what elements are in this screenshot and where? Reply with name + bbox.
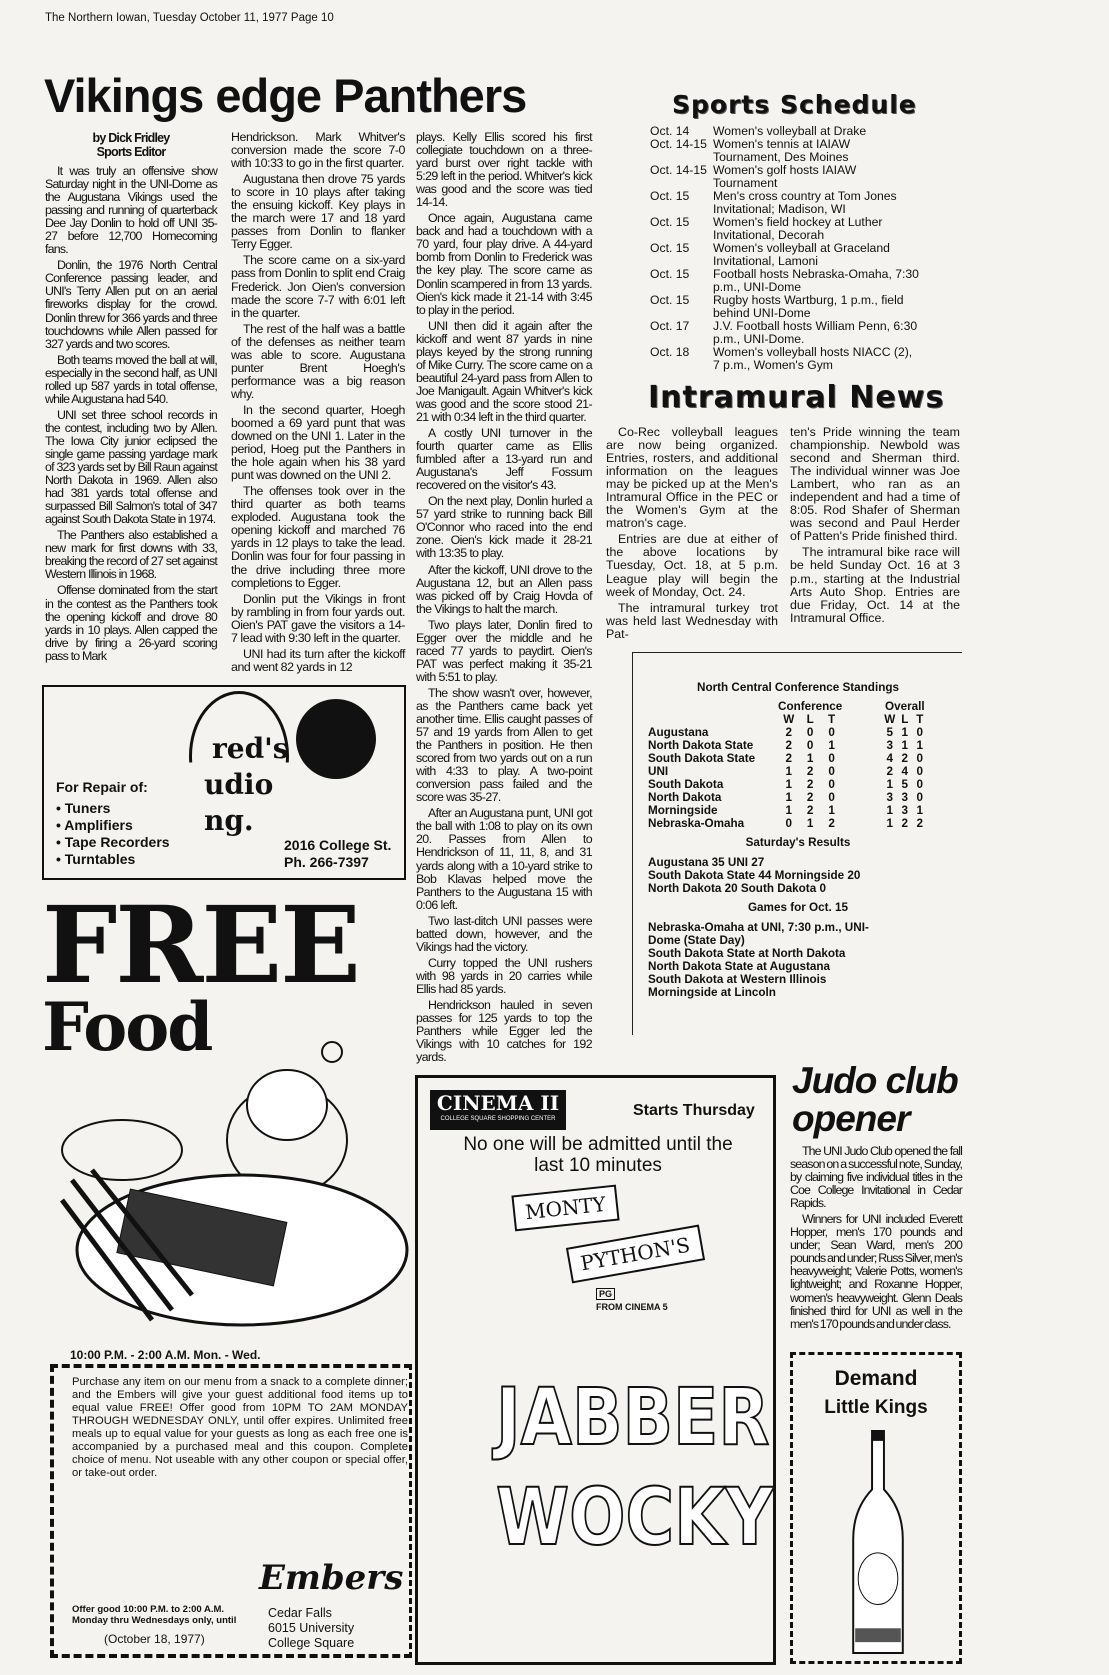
- spacer: [842, 752, 882, 765]
- conference-record: 2: [806, 804, 814, 817]
- schedule-date: Oct. 17: [650, 319, 690, 333]
- article-paragraph: Two last-ditch UNI passes were batted down, however, and the Vikings had the victory.: [416, 913, 592, 954]
- article-paragraph: After an Augustana punt, UNI got the ball with 1:08 to play on its own 20. Passes from Allen to Hendrickson of 11, 11, 8, and 31 yards along with a 10-yard strike to Bob Klavas helped move the Panthers to the Augustana 15 with 0:06 left.: [416, 806, 592, 912]
- conference-record: 2: [828, 817, 835, 830]
- judo-paragraph: The UNI Judo Club opened the fall season on a successful note, Sunday, by claiming five individual titles in the Coe College Invitational in Cedar Rapids.: [790, 1144, 962, 1211]
- byline: [45, 131, 217, 159]
- repair-item-label: Turntables: [64, 851, 136, 867]
- conference-record: 2: [785, 726, 792, 739]
- intramural-paragraph: ten's Pride winning the team championship. Newbold was second and Sherman third. The individual winner was Joe Lambert, who ran as an independent and had a time of 8:05. Rod Shafer of Sherman was second and Paul Herder of Patten's Pride finished third.: [790, 425, 960, 544]
- results-title: Saturday's Results: [745, 836, 851, 849]
- spacer: [842, 778, 882, 791]
- conference-record: 2: [785, 739, 792, 752]
- intramural-column-2: [790, 426, 960, 628]
- game-item: South Dakota State at North Dakota: [648, 947, 846, 960]
- coupon-fine-print: Offer good 10:00 P.M. to 2:00 A.M. Monday thru Wednesdays only, until: [72, 1604, 237, 1626]
- article-paragraph: Hendrickson. Mark Whitver's conversion made the score 7-0 with 10:33 to go in the first quarter.: [231, 130, 405, 171]
- embers-city: Cedar Falls: [268, 1606, 332, 1620]
- overall-record: 0: [916, 726, 924, 739]
- conference-header: Conference: [778, 700, 843, 713]
- schedule-event: Rugby hosts Wartburg, 1 p.m., field behind UNI-Dome: [713, 293, 904, 320]
- team-name: South Dakota State: [648, 752, 756, 765]
- schedule-event: Women's volleyball at Graceland Invitational, Lamoni: [713, 241, 890, 268]
- embers-address: 6015 University: [268, 1621, 355, 1635]
- overall-record: 0: [916, 791, 924, 804]
- cinema-subtitle: COLLEGE SQUARE SHOPPING CENTER: [440, 1116, 556, 1122]
- team-name: South Dakota: [648, 778, 724, 791]
- sports-schedule-list: [650, 125, 920, 372]
- game-item: North Dakota State at Augustana: [648, 960, 831, 973]
- overall-record: 5: [901, 778, 909, 791]
- repair-items: [56, 800, 170, 868]
- conference-record: 1: [828, 804, 835, 817]
- cinema-name: CINEMA II: [436, 1091, 560, 1115]
- schedule-event: Women's golf hosts IAIAW Tournament: [713, 163, 857, 190]
- coupon-expiry: (October 18, 1977): [104, 1632, 205, 1646]
- article-paragraph: In the second quarter, Hoegh boomed a 69 yard punt that was downed on the UNI 1. Later in the period, Hoeg put the Panthers in the hole again when his 38 yard punt was downed on the UNI 2.: [231, 402, 405, 483]
- cinema-ii-ad: [415, 1075, 776, 1665]
- team-name: Augustana: [648, 726, 709, 739]
- schedule-item: [650, 138, 920, 164]
- conference-record: 0: [828, 765, 835, 778]
- article-paragraph: Once again, Augustana came back and had a touchdown with a 70 yard, four play drive. A 44-yard bomb from Donlin to Frederick was the key play. The score came as Donlin scampered in from 13 yards. Oien's kick made it 21-14 with 3:45 to play in the period.: [416, 211, 592, 317]
- freds-address: 2016 College St.: [284, 837, 392, 853]
- spacer: [842, 804, 882, 817]
- overall-record: 3: [901, 791, 909, 804]
- schedule-event: J.V. Football hosts William Penn, 6:30 p.m., UNI-Dome.: [713, 319, 918, 346]
- jabberwocky-title: [496, 1368, 774, 1568]
- article-paragraph: The rest of the half was a battle of the defenses as neither team was able to score. Augustana punter Brent Hoegh's performance was a big reason why.: [231, 321, 405, 401]
- conference-record: 1: [806, 817, 814, 830]
- embers-ad: [42, 882, 412, 1665]
- schedule-event: Women's tennis at IAIAW Tournament, Des Moines: [713, 137, 851, 164]
- conference-record: 2: [806, 791, 814, 804]
- t-header: T: [828, 713, 836, 726]
- conference-record: 1: [806, 752, 814, 765]
- judo-paragraph: Winners for UNI included Everett Hopper, men's 170 pounds and under; Sean Ward, men's 200 pounds and under; Russ Silver, men's heavyweight; Valerie Potts, women's lightweight; and Roxanne Hopper, women's heavyweight. Glenn Deals finished third for UNI as well in the men's 170 pounds and under class.: [790, 1212, 962, 1331]
- conference-record: 0: [828, 778, 835, 791]
- overall-record: 1: [901, 739, 909, 752]
- little-kings-ad: [790, 1352, 962, 1664]
- schedule-date: Oct. 14-15: [650, 137, 707, 151]
- article-paragraph: UNI had its turn after the kickoff and went 82 yards in 12: [231, 646, 405, 674]
- schedule-item: [650, 190, 920, 216]
- spacer: [842, 817, 882, 830]
- article-paragraph: After the kickoff, UNI drove to the Augustana 12, but an Allen pass was picked off by Craig Hovda of the Vikings to halt the march.: [416, 562, 592, 616]
- games-title: Games for Oct. 15: [747, 901, 849, 914]
- article-paragraph: Donlin, the 1976 North Central Conference passing leader, and UNI's Terry Allen put on an aerial fireworks display for the crowd. Donlin threw for 366 yards and three touchdowns while Allen passed for 327 yards and two scores.: [45, 258, 217, 351]
- kings-line2: Little Kings: [824, 1397, 928, 1418]
- overall-record: 0: [916, 765, 924, 778]
- conference-record: 0: [828, 791, 835, 804]
- team-name: UNI: [648, 765, 669, 778]
- overall-record: 3: [886, 739, 894, 752]
- game-item: Morningside at Lincoln: [648, 986, 776, 999]
- conference-record: 1: [785, 765, 792, 778]
- schedule-date: Oct. 14-15: [650, 163, 707, 177]
- l-header: L: [901, 713, 909, 726]
- repair-heading: For Repair of:: [56, 779, 148, 795]
- schedule-item: [650, 346, 920, 372]
- schedule-item: [650, 242, 920, 268]
- w-header: W: [783, 713, 795, 726]
- article-column-3: [416, 131, 592, 1067]
- overall-record: 2: [886, 765, 894, 778]
- logo-line-eng: ng.: [204, 804, 254, 837]
- result-item: Augustana 35 UNI 27: [648, 856, 765, 869]
- overall-record: 1: [916, 739, 924, 752]
- article-paragraph: Augustana then drove 75 yards to score in 10 plays after taking the ensuing kickoff. Key plays in the march were 17 and 18 yard passes from Donlin to flanker Terry Egger.: [231, 172, 405, 252]
- intramural-column-1: [606, 426, 778, 644]
- overall-record: 1: [916, 804, 924, 817]
- hours-text: 10:00 P.M. - 2:00 A.M. Mon. - Wed.: [70, 1348, 261, 1362]
- overall-record: 0: [916, 752, 924, 765]
- standings-row: [648, 739, 927, 752]
- bullet-icon: •: [56, 834, 65, 850]
- repair-item-label: Amplifiers: [64, 817, 133, 833]
- conference-record: 1: [785, 804, 792, 817]
- article-paragraph: The show wasn't over, however, as the Panthers came back yet another time. Ellis caught passes of 57 and 19 yards from Allen to get the Panthers in position. He then scored from two yards out on a run with 4:33 to play. A two-point conversion pass failed and the score was 35-27.: [416, 685, 592, 805]
- standings-box: [632, 652, 962, 1035]
- byline-title: Sports Editor: [96, 145, 166, 159]
- schedule-date: Oct. 15: [650, 267, 690, 281]
- conference-record: 2: [785, 752, 792, 765]
- article-headline: Vikings edge Panthers: [44, 69, 527, 122]
- embers-location: College Square: [268, 1636, 355, 1650]
- flag-monty: MONTY: [511, 1185, 619, 1232]
- intramural-paragraph: Co-Rec volleyball leagues are now being organized. Entries, rosters, and additional information on the leagues may be picked up at the Men's Intramural Office in the PEC or the Women's Gym at the matron's cage.: [606, 425, 778, 531]
- overall-record: 0: [916, 778, 924, 791]
- standings-table: [648, 700, 927, 830]
- food-platter-illustration: [42, 1040, 412, 1340]
- bullet-icon: •: [56, 800, 65, 816]
- overall-record: 3: [886, 791, 894, 804]
- overall-record: 2: [916, 817, 924, 830]
- article-paragraph: On the next play, Donlin hurled a 57 yard strike to running back Bill O'Connor who raced into the end zone. Oien's kick made it 28-21 with 13:35 to play.: [416, 494, 592, 561]
- conference-record: 2: [806, 765, 814, 778]
- title-jabber: JABBER: [496, 1373, 770, 1463]
- schedule-event: Football hosts Nebraska-Omaha, 7:30 p.m., UNI-Dome: [713, 267, 919, 294]
- article-paragraph: Two plays later, Donlin fired to Egger over the middle and he raced 77 yards to paydirt. Oien's PAT was perfect making it 35-21 with 5:51 to play.: [416, 617, 592, 684]
- overall-record: 2: [901, 752, 909, 765]
- article-paragraph: plays. Kelly Ellis scored his first collegiate touchdown on a three-yard burst over right tackle with 5:29 left in the period. Whitver's kick was good and the score was tied 14-14.: [416, 130, 592, 210]
- article-paragraph: Both teams moved the ball at will, especially in the second half, as UNI rolled up 587 yards in total offense, while Augustana had 540.: [45, 352, 217, 406]
- article-paragraph: The offenses took over in the third quarter as both teams exploded. Augustana took the opening kickoff and marched 76 yards in 12 plays to take the lead. Donlin was four for four passing in the drive including three more completions to Egger.: [231, 484, 405, 590]
- conference-record: 0: [806, 726, 814, 739]
- kings-line1: Demand: [834, 1367, 918, 1390]
- schedule-event: Women's field hockey at Luther Invitational, Decorah: [713, 215, 883, 242]
- repair-item: [56, 834, 170, 851]
- standings-row: [648, 817, 927, 830]
- schedule-date: Oct. 18: [650, 345, 690, 359]
- rating-badge: PG: [596, 1288, 615, 1300]
- overall-record: 4: [886, 752, 894, 765]
- team-name: Morningside: [648, 804, 718, 817]
- article-paragraph: It was truly an offensive show Saturday night in the UNI-Dome as the Augustana Vikings used the passing and running of quarterback Dee Jay Donlin to hold off UNI 35-27 before 12,700 Homecoming fans.: [45, 164, 217, 257]
- team-name: North Dakota State: [648, 739, 754, 752]
- schedule-date: Oct. 15: [650, 241, 690, 255]
- standings-row: [648, 778, 927, 791]
- conference-record: 2: [806, 778, 814, 791]
- schedule-event: Men's cross country at Tom Jones Invitational; Madison, WI: [713, 189, 897, 216]
- conference-record: 1: [785, 791, 792, 804]
- schedule-date: Oct. 15: [650, 293, 690, 307]
- repair-item-label: Tape Recorders: [64, 834, 170, 850]
- spacer: [842, 765, 882, 778]
- conference-record: 1: [785, 778, 792, 791]
- t-header: T: [916, 713, 924, 726]
- judo-headline-line2: opener: [792, 1098, 910, 1139]
- spacer: [842, 726, 882, 739]
- standings-row: [648, 791, 927, 804]
- standings-row: [648, 752, 927, 765]
- sports-schedule-title: Sports Schedule: [672, 90, 917, 119]
- article-column-2: [231, 131, 405, 677]
- overall-record: 4: [901, 765, 909, 778]
- conference-record: 1: [828, 739, 835, 752]
- admission-notice: No one will be admitted until the last 10 minutes: [463, 1134, 733, 1176]
- article-paragraph: Curry topped the UNI rushers with 98 yards in 20 carries while Ellis had 85 yards.: [416, 955, 592, 996]
- overall-record: 3: [901, 804, 909, 817]
- conference-record: 0: [828, 726, 835, 739]
- article-paragraph: Donlin put the Vikings in front by rambling in from four yards out. Oien's PAT gave the visitors a 14-7 lead with 9:30 left in the quarter.: [231, 591, 405, 645]
- overall-record: 1: [886, 804, 894, 817]
- masthead: The Northern Iowan, Tuesday October 11, 1977 Page 10: [45, 12, 334, 24]
- repair-item: [56, 817, 170, 834]
- result-item: South Dakota State 44 Morningside 20: [648, 869, 861, 882]
- standings-row: [648, 765, 927, 778]
- starts-thursday: Starts Thursday: [633, 1102, 755, 1119]
- schedule-item: [650, 320, 920, 346]
- overall-record: 5: [886, 726, 894, 739]
- standings-title: North Central Conference Standings: [697, 681, 899, 694]
- cinema-logo: [430, 1090, 566, 1130]
- logo-line-audio: udio: [204, 768, 274, 801]
- overall-record: 2: [901, 817, 909, 830]
- bullet-icon: •: [56, 851, 65, 867]
- audio-logo-disc-icon: [296, 699, 376, 779]
- repair-item: [56, 851, 170, 868]
- games-list: [648, 921, 878, 999]
- article-paragraph: Hendrickson hauled in seven passes for 125 yards to top the Panthers while Egger led the Vikings with 10 catches for 192 yards.: [416, 998, 592, 1065]
- conference-record: 0: [785, 817, 792, 830]
- flag-pythons: PYTHON'S: [566, 1225, 705, 1284]
- article-paragraph: UNI then did it again after the kickoff and went 87 yards in nine plays keyed by the strong running of Mike Curry. The score came on a beautiful 24-yard pass from Allen to Joe Manigault. Again Whitver's kick was good and the score stood 21-21 with 0:34 left in the third quarter.: [416, 318, 592, 424]
- intramural-news-title: Intramural News: [648, 380, 945, 415]
- schedule-event: Women's volleyball hosts NIACC (2), 7 p.m., Women's Gym: [713, 345, 913, 372]
- article-column-1: [45, 131, 217, 666]
- team-name: Nebraska-Omaha: [648, 817, 745, 830]
- article-paragraph: A costly UNI turnover in the fourth quarter came as Ellis fumbled after a 13-yard run and Augustana's Jeff Fossum recovered on the visitor's 43.: [416, 426, 592, 493]
- game-item: Nebraska-Omaha at UNI, 7:30 p.m., UNI-Dome (State Day): [648, 921, 869, 947]
- conference-record: 0: [806, 739, 814, 752]
- from-cinema5: FROM CINEMA 5: [596, 1302, 668, 1312]
- intramural-paragraph: The intramural bike race will be held Sunday Oct. 16 at 3 p.m., starting at the Industrial Arts Auto Shop. Entries are due Friday, Oct. 14 at the Intramural Office.: [790, 545, 960, 625]
- judo-article: [790, 1145, 962, 1334]
- spacer: [842, 791, 882, 804]
- article-paragraph: The score came on a six-yard pass from Donlin to split end Craig Frederick. Jon Oien's conversion made the score 7-7 with 6:01 left in the quarter.: [231, 253, 405, 320]
- embers-coupon: [50, 1364, 412, 1658]
- title-wocky: WOCKY: [496, 1473, 774, 1563]
- schedule-item: [650, 216, 920, 242]
- standings-row: [648, 804, 927, 817]
- judo-headline: [792, 1062, 958, 1138]
- logo-line-freds: red's: [212, 732, 289, 765]
- coupon-text: Purchase any item on our menu from a snack to a complete dinner; and the Embers will give your guest additional food items up to equal value FREE! Offer good from 10PM TO 2AM MONDAY THROUGH WEDNESDAY ONLY, until offer expires. Unlimited free meals up to equal value for your guests as long as each free one is accompanied by a purchased meal and this coupon. Complete choice of menu. Not useable with any other coupon or special offer, or take-out order.: [72, 1376, 408, 1479]
- standings-row: [648, 726, 927, 739]
- game-item: South Dakota at Western Illinois: [648, 973, 827, 986]
- intramural-paragraph: Entries are due at either of the above locations by Tuesday, Oct. 18, at 5 p.m. League play will begin the week of Monday, Oct. 24.: [606, 532, 778, 599]
- intramural-paragraph: The intramural turkey trot was held last Wednesday with Pat-: [606, 600, 778, 641]
- result-item: North Dakota 20 South Dakota 0: [648, 882, 826, 895]
- overall-record: 1: [886, 778, 894, 791]
- article-paragraph: UNI set three school records in the contest, including two by Allen. The Iowa City junior eclipsed the single game passing yardage mark of 323 yards set by Bill Raun against North Dakota in 1969. Allen also had 381 yards total offense and surpassed Bill Salmon's total of 347 against South Dakota State in 1974.: [45, 407, 217, 527]
- byline-author: by Dick Fridley: [92, 131, 170, 145]
- schedule-date: Oct. 14: [650, 124, 690, 138]
- judo-headline-line1: Judo club: [792, 1060, 958, 1101]
- freds-phone: Ph. 266-7397: [284, 854, 369, 870]
- l-header: L: [806, 713, 814, 726]
- overall-record: 1: [901, 726, 909, 739]
- w-header: W: [884, 713, 896, 726]
- overall-record: 1: [886, 817, 894, 830]
- overall-header: Overall: [884, 700, 925, 713]
- conference-record: 0: [828, 752, 835, 765]
- freds-audio-ad: [42, 685, 406, 880]
- schedule-item: [650, 268, 920, 294]
- spacer: [842, 739, 882, 752]
- results-list: [648, 856, 948, 895]
- schedule-date: Oct. 15: [650, 189, 690, 203]
- schedule-item: [650, 294, 920, 320]
- beer-bottle-icon: [843, 1430, 913, 1658]
- repair-item-label: Tuners: [64, 800, 111, 816]
- food-heading: Food: [42, 988, 212, 1066]
- team-name: North Dakota: [648, 791, 722, 804]
- free-heading: FREE: [42, 882, 359, 1007]
- bullet-icon: •: [56, 817, 65, 833]
- schedule-date: Oct. 15: [650, 215, 690, 229]
- repair-item: [56, 800, 170, 817]
- schedule-item: [650, 164, 920, 190]
- schedule-event: Women's volleyball at Drake: [713, 124, 867, 138]
- embers-logo: Embers: [259, 1558, 404, 1598]
- article-paragraph: Offense dominated from the start in the contest as the Panthers took the opening kickoff and drove 80 yards in 10 plays. Allen capped the drive by firing a 26-yard scoring pass to Mark: [45, 583, 217, 663]
- article-paragraph: The Panthers also established a new mark for first downs with 33, breaking the record of 27 set against Western Illinois in 1968.: [45, 528, 217, 582]
